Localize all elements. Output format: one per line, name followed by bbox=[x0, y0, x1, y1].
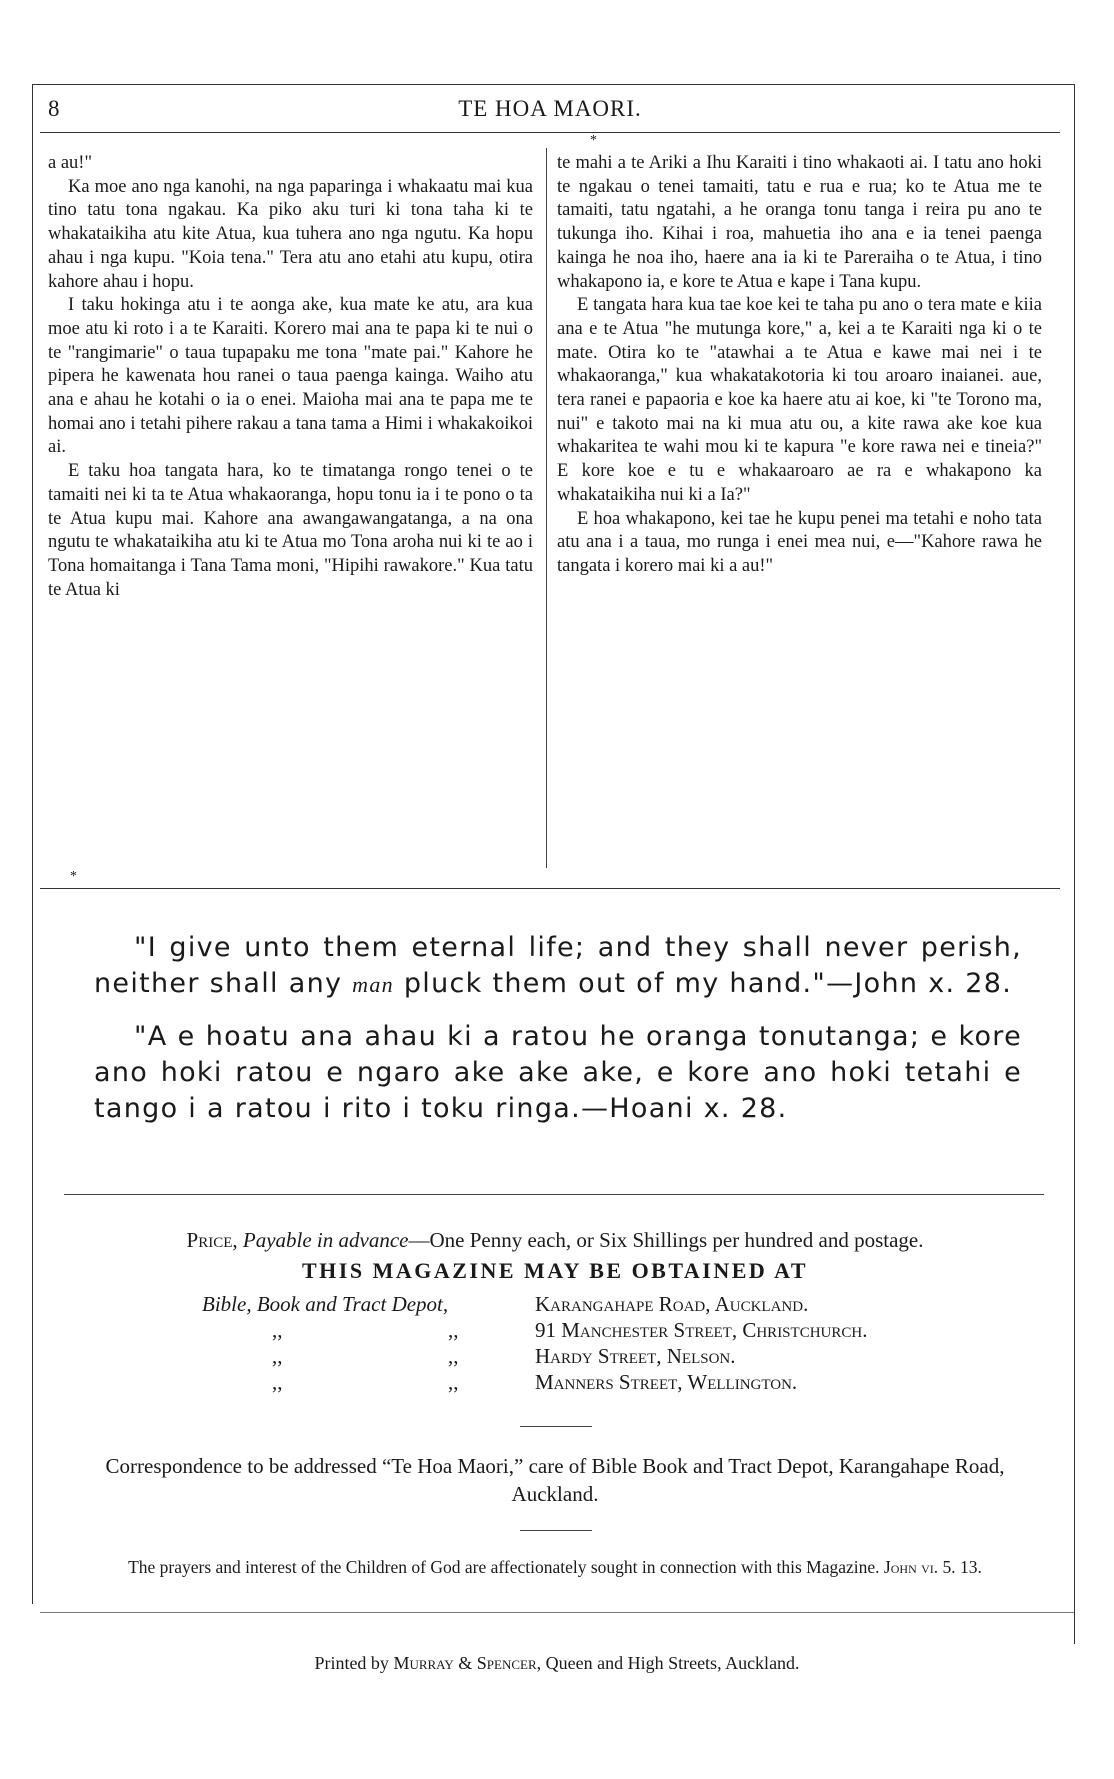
paragraph: E taku hoa tangata hara, ko te timatanga rongo tenei o te tamaiti nei ki ta te Atua whakaoranga, hopu tonu ia i te pono o ta te Atua kupu mai. Kahore ana awangawangatanga, a na ona ngutu te whakataikiha atu ki te Atua mo Tona aroha nui ki te ao i Tona homaitanga i Tana Tama moni, "Hipihi rawakore." Kua tatu te Atua ki bbox=[48, 461, 533, 600]
footer-rule bbox=[40, 1612, 1074, 1613]
header-rule bbox=[40, 132, 1060, 133]
depot-row bbox=[0, 1370, 1114, 1396]
ditto-mark: ,, bbox=[272, 1318, 283, 1342]
paragraph: te mahi a te Ariki a Ihu Karaiti i tino whakaoti ai. I tatu ano hoki te ngakau o tenei tamaiti, tatu e rua e rua; ko te Atua me te tamaiti, tatu ngatahi, a he oranga tonu tanga i reira pu ano te tukunga iho. Kihai i roa, mahuetia iho ana e ia tenei paenga kainga he noa iho, haere ana ia ki te Pareraiha o te Atua, i tino whakapono ia, e kore te Atua e kape i Tana kupu. bbox=[557, 153, 1042, 292]
depot-address: Hardy Street, Nelson. bbox=[535, 1344, 736, 1368]
paragraph: E tangata hara kua tae koe kei te taha pu ano o tera mate e kiia ana e te Atua "he mutunga kore," a, kei a te Karaiti nga ki o te mate. Otira ko te "atawhai a te Atua e kawe mai nei i te whakaoranga," kua whakatakotoria ki tou aroaro inaianei. aue, tera ranei e papaoria e koe ka haere atu ai koe, ki "te Torono ma, nui" e takoto mai na ki mua atu ou, a kite rawa ake koe kua whakaritea te wahi mou ki te kapura "e kore rawa nei e tineia?" E kore koe e tu e whakaaroaro ae ra e whakapono ka whakataikiha nui ki a Ia?" bbox=[557, 295, 1042, 505]
paragraph: Ka moe ano nga kanohi, na nga paparinga i whakaatu mai kua tino tatu tona ngakau. Ka piko aku turi ki tona taha ki te whakataikiha atu kite Atua, kua tuhera ano nga ngutu. Ka hopu ahau i nga kupu. "Koia tena." Tera atu ano etahi atu kupu, otira kahore ahau i hopu. bbox=[48, 176, 533, 292]
page-frame-right bbox=[1074, 84, 1075, 1644]
price-line bbox=[70, 1228, 1040, 1253]
ditto-mark: ,, bbox=[272, 1344, 283, 1368]
printer-prefix: Printed by bbox=[314, 1653, 389, 1673]
printer-imprint bbox=[0, 1653, 1114, 1674]
paragraph: E hoa whakapono, kei tae he kupu penei ma tetahi e noho tata atu ana i a taua, mo runga i enei mea nui, e—"Kahore rawa he tangata i korero mai ki a au!" bbox=[557, 508, 1042, 576]
depot-address: Karangahape Road, Auckland. bbox=[535, 1292, 809, 1316]
column-left bbox=[48, 152, 533, 602]
ditto-mark: ,, bbox=[448, 1318, 459, 1342]
page-number: 8 bbox=[48, 96, 60, 121]
short-rule bbox=[520, 1426, 592, 1427]
ditto-mark: ,, bbox=[272, 1370, 283, 1394]
depot-row bbox=[0, 1318, 1114, 1344]
verse-english: "I give unto them eternal life; and they shall never perish, neither shall any man pluck them out of my hand."—John x. 28. bbox=[94, 932, 1022, 999]
depot-row bbox=[0, 1344, 1114, 1370]
prayers-note bbox=[68, 1556, 1042, 1578]
prayers-text: The prayers and interest of the Children of God are affectionately sought in connection with this Magazine. bbox=[128, 1557, 880, 1577]
page-header bbox=[40, 96, 1060, 130]
column-right bbox=[557, 152, 1042, 579]
short-rule bbox=[520, 1530, 592, 1531]
paragraph: a au!" bbox=[48, 153, 93, 173]
column-top-asterisk: * bbox=[590, 133, 597, 148]
verse-italic-word: man bbox=[352, 972, 394, 997]
price-text: —One Penny each, or Six Shillings per hundred and postage. bbox=[408, 1228, 924, 1252]
ditto-mark: ,, bbox=[448, 1344, 459, 1368]
correspondence-note: Correspondence to be addressed “Te Hoa Maori,” care of Bible Book and Tract Depot, Karangahape Road, Auckland. bbox=[105, 1454, 1005, 1506]
running-title: TE HOA MAORI. bbox=[458, 96, 642, 121]
prayers-reference: John vi. 5. 13. bbox=[883, 1557, 982, 1577]
section-rule bbox=[64, 1194, 1044, 1195]
scripture-verses bbox=[94, 930, 1022, 1143]
printer-name: Murray & Spencer, bbox=[393, 1653, 542, 1673]
paragraph: I taku hokinga atu i te aonga ake, kua mate ke atu, ara kua moe atu ki roto i a te Karaiti. Korero mai ana te papa ki te nui o te "rangimarie" o taua tupapaku me tona "mate pai." Kahore he pipera he kawenata hou ranei o taua paenga kainga. Waiho atu ana e ahau he kotahi o ia o enei. Maioha mai ana te papa me te homai ano i tetahi pihere rakau a tana tama a Himi i whakakoikoi ai. bbox=[48, 295, 533, 458]
depot-agent: Bible, Book and Tract Depot, bbox=[202, 1292, 449, 1316]
section-rule bbox=[40, 888, 1060, 889]
obtain-heading: THIS MAGAZINE MAY BE OBTAINED AT bbox=[301, 1258, 809, 1283]
printer-address: Queen and High Streets, Auckland. bbox=[545, 1653, 800, 1673]
depot-address: 91 Manchester Street, Christchurch. bbox=[535, 1318, 868, 1342]
verse-maori: "A e hoatu ana ahau ki a ratou he oranga tonutanga; e kore ano hoki ratou e ngaro ake ake ake, e kore ano hoki tetahi e tango i a ratou i rito i toku ringa.—Hoani x. 28. bbox=[94, 1021, 1022, 1124]
column-divider bbox=[546, 148, 547, 868]
depot-row bbox=[0, 1292, 1114, 1318]
page-frame-top bbox=[32, 84, 1074, 85]
depot-address: Manners Street, Wellington. bbox=[535, 1370, 798, 1394]
column-bottom-asterisk: * bbox=[70, 869, 77, 884]
price-label: Price, bbox=[186, 1228, 238, 1252]
ditto-mark: ,, bbox=[448, 1370, 459, 1394]
price-terms: Payable in advance bbox=[242, 1228, 409, 1252]
